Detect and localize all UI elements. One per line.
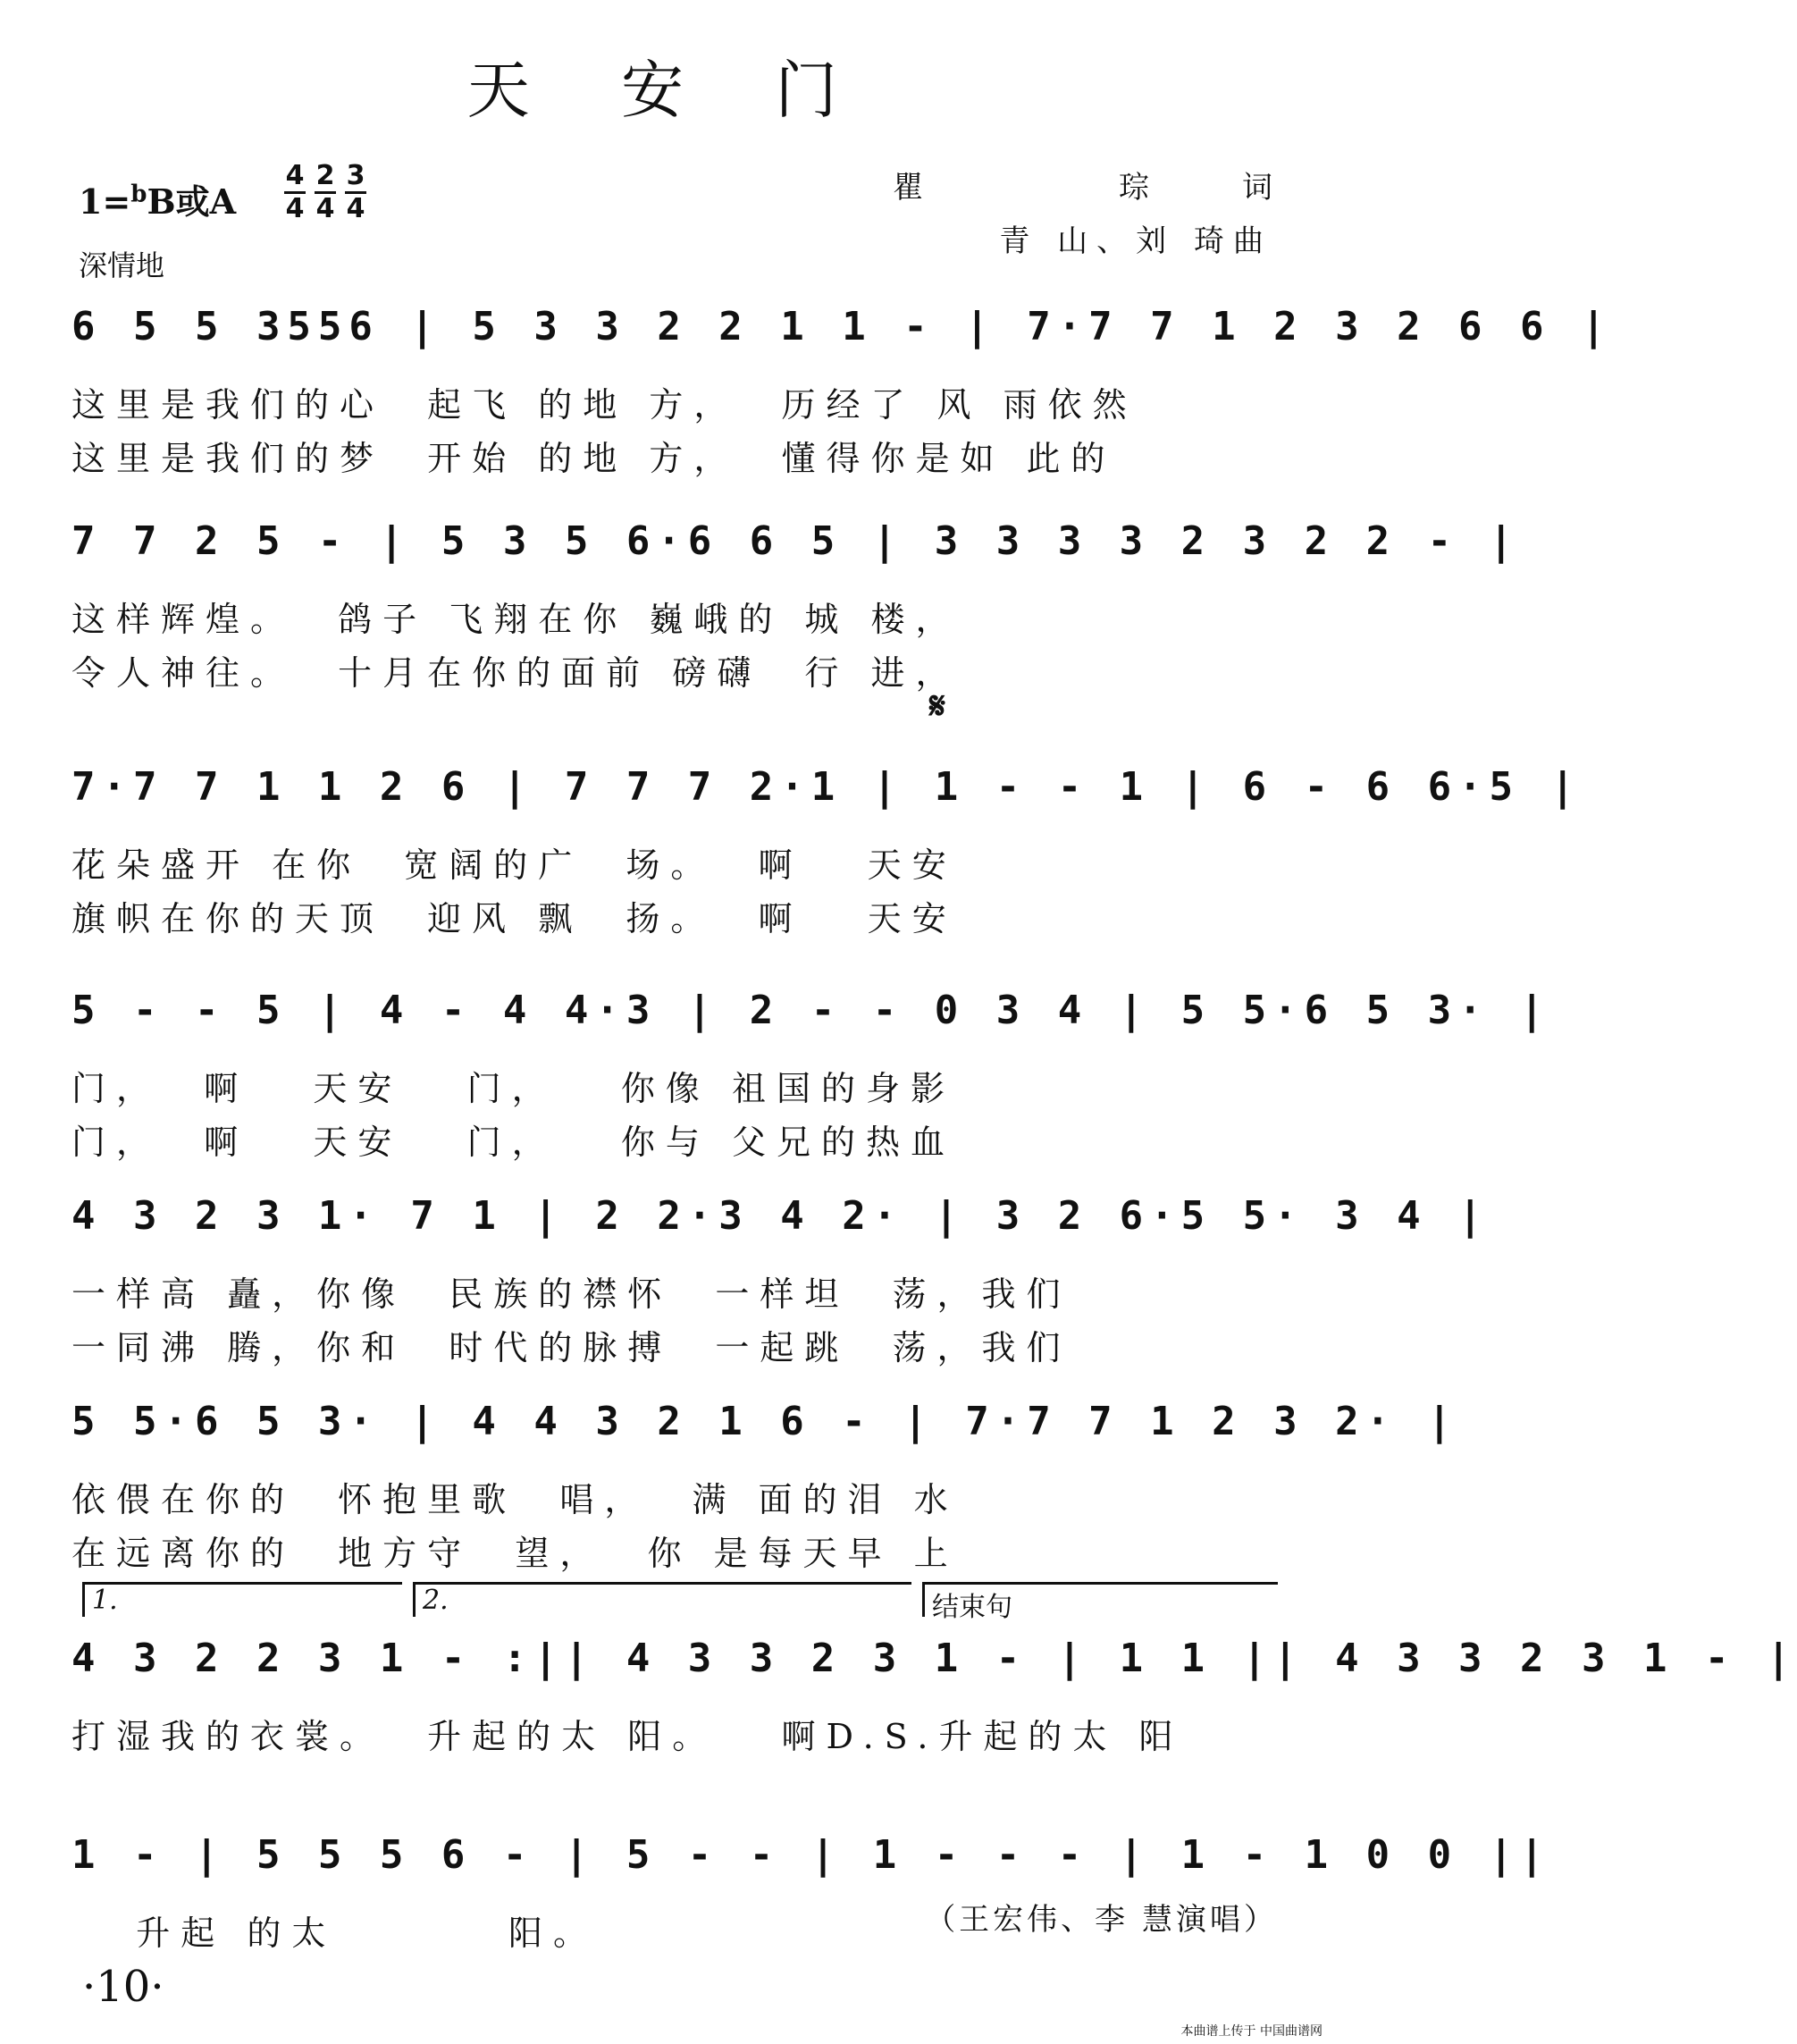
lyric-verse-1: 依偎在你的 怀抱里歌 唱， 满 面的泪 水 <box>71 1480 959 1519</box>
notes-line: 4 3 2 2 3 1 - :|| 4 3 3 2 3 1 - | 1 1 || 4 3 3 2 3 1 - | <box>71 1636 1797 1681</box>
coda-label: 结束句 <box>932 1592 1012 1623</box>
meter-4-4: $\frac{4}{4}$ <box>285 160 305 224</box>
lyric-verse-2: 令人神往。 十月在你的面前 磅礴 行 进， <box>71 653 961 693</box>
notes-line: 1 - | 5 5 5 6 - | 5 - - | 1 - - - | 1 - 1 0 0 || <box>71 1832 1551 1878</box>
lyric-verse-2: 门， 啊 天安 门， 你与 父兄的热血 <box>71 1123 955 1162</box>
meter-3-4: $\frac{3}{4}$ <box>346 160 365 224</box>
notes-line: 7·7 7 1 1 2 6 | 7 7 7 2·1 | 1 - - 1 | 6 - 6 6·5 | <box>71 764 1583 810</box>
time-signatures <box>284 161 366 224</box>
coda-bracket <box>922 1582 1278 1623</box>
lyric-verse-2: 在远离你的 地方守 望， 你 是每天早 上 <box>71 1534 959 1573</box>
first-ending-label: 1. <box>92 1585 118 1616</box>
lyric-verse-1: 花朵盛开 在你 宽阔的广 场。 啊 天安 <box>71 845 957 885</box>
lyricist-credit: 瞿 琮词 <box>893 170 1365 206</box>
segno-sign: 𝄋 <box>929 684 946 728</box>
tempo-marking: 深情地 <box>79 248 165 282</box>
notes-line: 4 3 2 3 1· 7 1 | 2 2·3 4 2· | 3 2 6·5 5· 3 4 | <box>71 1193 1490 1239</box>
performers-credit: （王宏伟、李 慧演唱） <box>925 1902 1278 1938</box>
page-number: ·10· <box>82 1962 164 2012</box>
notes-line: 5 - - 5 | 4 - 4 4·3 | 2 - - 0 3 4 | 5 5·6 5 3· | <box>71 988 1551 1033</box>
lyric-verse-1: 一样高 矗，你像 民族的襟怀 一样坦 荡，我们 <box>71 1274 1071 1314</box>
key-prefix: 1= <box>79 181 131 222</box>
lyric-verse-2: 一同沸 腾，你和 时代的脉搏 一起跳 荡，我们 <box>71 1328 1071 1367</box>
upload-footer: 本曲谱上传于 中国曲谱网 <box>1180 2024 1323 2039</box>
lyric-verse-1: 这样辉煌。 鸽子 飞翔在你 巍峨的 城 楼， <box>71 600 961 639</box>
notes-line: 5 5·6 5 3· | 4 4 3 2 1 6 - | 7·7 7 1 2 3 2· | <box>71 1399 1459 1444</box>
lyric-verse-1: 升起 的太 阳。 <box>71 1914 598 1953</box>
lyric-verse-2: 旗帜在你的天顶 迎风 飘 扬。 啊 天安 <box>71 899 957 938</box>
flat-sign: b <box>130 181 147 208</box>
notes-line: 6 5 5 3556 | 5 3 3 2 2 1 1 - | 7·7 7 1 2 3 2 6 6 | <box>71 304 1613 349</box>
second-ending-bracket <box>413 1582 911 1617</box>
lyric-verse-2: 这里是我们的梦 开始 的地 方， 懂得你是如 此的 <box>71 439 1116 478</box>
meter-2-4: $\frac{2}{4}$ <box>315 160 335 224</box>
key-signature <box>79 174 236 223</box>
lyric-verse-1: 打湿我的衣裳。 升起的太 阳。 啊D.S.升起的太 阳 <box>71 1717 1184 1756</box>
song-title: 天 安 门 <box>466 54 874 127</box>
notes-line: 7 7 2 5 - | 5 3 5 6·6 6 5 | 3 3 3 3 2 3 2 2 - | <box>71 518 1521 564</box>
key-text: B或A <box>147 181 237 222</box>
composer-credit: 青 山、刘 琦曲 <box>999 223 1272 259</box>
second-ending-label: 2. <box>423 1585 449 1616</box>
lyric-verse-1: 这里是我们的心 起飞 的地 方， 历经了 风 雨依然 <box>71 385 1138 425</box>
first-ending-bracket <box>82 1582 402 1617</box>
lyric-verse-1: 门， 啊 天安 门， 你像 祖国的身影 <box>71 1069 955 1108</box>
